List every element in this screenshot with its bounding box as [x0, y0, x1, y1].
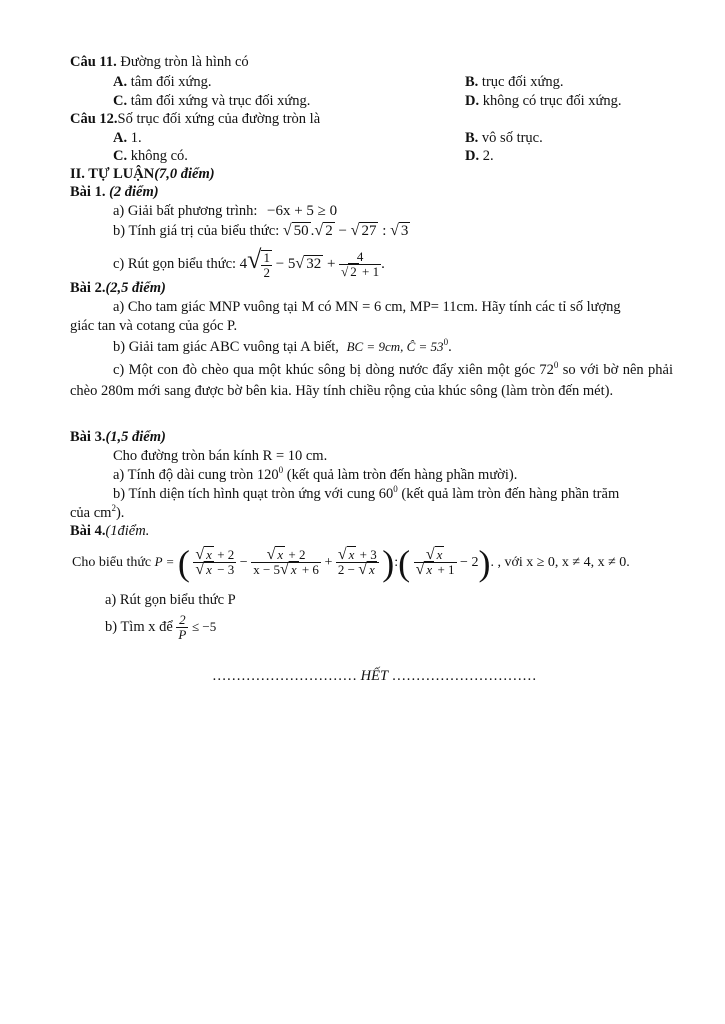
fraction-2: $\frac{√ x + 2}{x - 5√ x + 6}$ — [253, 546, 319, 579]
bai-2-heading — [70, 279, 166, 297]
question-12 — [70, 110, 320, 128]
condition-text: . , với x ≥ 0, x ≠ 4, x ≠ 0. — [490, 555, 630, 570]
option-label: D. — [465, 148, 480, 164]
option-text: không có. — [127, 148, 188, 164]
inequality-tail: ≤ −5 — [192, 619, 217, 634]
radicand: x — [206, 562, 212, 578]
radicand: 2 — [325, 223, 333, 239]
radicand: x — [368, 562, 375, 578]
fraction-denominator: P — [178, 627, 187, 643]
end-label: HẾT — [360, 668, 389, 684]
bai-title: Bài 1. — [70, 184, 106, 200]
degree-sup: 0 — [278, 465, 284, 475]
bai-points: (2 điểm) — [105, 184, 159, 200]
fraction-4: $\frac{√ x}{√ x + 1}$ — [415, 546, 455, 579]
dots: ………………………… — [212, 668, 357, 684]
bai-title: Bài 3. — [70, 429, 106, 445]
option-text: không có trục đối xứng. — [479, 93, 622, 109]
division-sign: : — [394, 555, 399, 570]
bai-3-heading — [70, 428, 166, 446]
bai-1-a — [113, 202, 337, 220]
q11-option-b — [465, 73, 563, 91]
question-11-title: Câu 11. — [70, 54, 117, 70]
item-text: b) Tính diện tích hình quạt tròn ứng với cung 60 — [113, 486, 394, 502]
degree-sup: 0 — [443, 337, 449, 347]
degree-sup: 0 — [553, 360, 559, 370]
bai-title: Bài 4. — [70, 523, 106, 539]
option-label: C. — [113, 93, 128, 109]
option-text: 2. — [479, 148, 494, 164]
end-marker — [212, 667, 537, 685]
punctuation: . — [448, 339, 452, 355]
fraction-numerator: 4 — [339, 250, 381, 265]
bai-points: (1,5 điểm) — [105, 429, 166, 445]
bai-4-heading — [70, 522, 149, 540]
item-text: a) Giải bất phương trình: — [113, 203, 258, 219]
fraction-numerator: 1 — [263, 249, 270, 265]
tail: + 2 — [213, 547, 235, 563]
exponent-sup: 2 — [111, 503, 116, 513]
minus-two: − 2 — [456, 555, 479, 570]
option-text: trục đối xứng. — [478, 74, 564, 90]
bai-1-heading — [70, 183, 159, 201]
item-text: c) Rút gọn biểu thức: — [113, 256, 237, 272]
option-label: C. — [113, 148, 128, 164]
item-text: so với bờ nên phải chèo 280m mới sang được bờ bên kia. Hãy tính chiều rộng của khúc sông (làm tròn đến mét). — [70, 362, 673, 399]
item-text: b) Giải tam giác ABC vuông tại A biết, — [113, 339, 339, 355]
tail: + 1 — [434, 562, 455, 578]
option-label: B. — [465, 130, 479, 146]
radicand: 32 — [306, 256, 322, 272]
option-label: A. — [113, 130, 128, 146]
question-11-text: Đường tròn là hình có — [116, 54, 249, 70]
item-text: của cm — [70, 505, 112, 521]
option-text: tâm đối xứng. — [127, 74, 212, 90]
section-2-heading — [70, 165, 215, 183]
option-text: 1. — [127, 130, 142, 146]
bai-3-b — [113, 485, 619, 503]
section-title: II. TỰ LUẬN — [70, 166, 155, 182]
bai-1-c — [113, 242, 385, 282]
question-12-text: Số trục đối xứng của đường tròn là — [117, 111, 321, 127]
bai-2-a-line2: giác tan và cotang của góc P. — [70, 318, 238, 334]
option-label: A. — [113, 74, 128, 90]
item-text: c) Một con đò chèo qua một khúc sông bị dòng nước đẩy xiên một góc 72 — [113, 362, 554, 378]
given-expression: BC = 9cm, Ĉ = 53 — [346, 339, 444, 354]
fraction-3: $\frac{√ x + 3}{2 - √ x}$ — [337, 546, 377, 579]
q12-option-b — [465, 129, 543, 147]
bai-2-c — [70, 360, 673, 402]
radicand: 3 — [400, 223, 409, 239]
bai-2-b — [113, 338, 452, 356]
item-text: a) Tính độ dài cung tròn 120 — [113, 467, 279, 483]
radicand: x — [206, 547, 212, 563]
sqrt-expression: √ 50 .√ 2 − √ 27 : √ 3 — [282, 222, 409, 239]
bai-title: Bài 2. — [70, 280, 106, 296]
radicand: 2 — [350, 264, 357, 280]
radicand: x — [277, 547, 284, 563]
radicand: 27 — [361, 223, 377, 239]
tail: + 2 — [285, 547, 306, 563]
option-label: D. — [465, 93, 480, 109]
q11-option-a — [113, 73, 212, 91]
option-label: B. — [465, 74, 479, 90]
coefficient: 5 — [287, 256, 296, 272]
q12-option-c — [113, 147, 188, 165]
bai-points: (1điểm. — [105, 523, 150, 539]
q11-option-c — [113, 92, 310, 110]
radicand: 50 — [293, 223, 309, 239]
fraction-2-over-p — [176, 613, 188, 642]
fraction-denominator-tail: + 1 — [358, 264, 380, 280]
degree-sup: 0 — [393, 484, 398, 494]
item-text: b) Tìm x để — [105, 619, 173, 635]
q11-option-d — [465, 92, 621, 110]
bai-3-a — [113, 466, 517, 484]
tail: + 6 — [298, 562, 319, 578]
q12-option-d — [465, 147, 494, 165]
section-points: (7,0 điểm) — [154, 166, 215, 182]
radicand: x — [426, 562, 433, 578]
radicand: x — [348, 547, 355, 563]
radicand: x — [290, 562, 297, 578]
tail: − 3 — [213, 562, 235, 578]
bai-3-b-line2 — [70, 504, 124, 522]
head: x − 5 — [253, 562, 281, 578]
bai-2-a-line1: a) Cho tam giác MNP vuông tại M có MN = 6 cm, MP= 11cm. Hãy tính các tỉ số lượng — [113, 299, 621, 315]
bai-4-expression: Cho biểu thức P = ( $\frac{√ x + 2}{√ x - 3}$ − $\frac{√ x + 2}{x - 5√ x + 6}$ + $\frac{√ x + 3}{2 - √ x}$ ):( $\frac{√ x}{√ x + 1}$ − 2). , với x ≥ 0, x ≠ 4, x ≠ 0. — [72, 542, 630, 583]
q12-option-a — [113, 129, 142, 147]
option-text: tâm đối xứng và trục đối xứng. — [127, 93, 311, 109]
question-12-title: Câu 12. — [70, 111, 118, 127]
radicand: x — [436, 547, 443, 563]
p-label: P = — [154, 554, 175, 569]
bai-3-intro: Cho đường tròn bán kính R = 10 cm. — [113, 448, 328, 464]
item-text: (kết quả làm tròn đến hàng phần trăm — [397, 486, 620, 502]
coefficient: 4 — [239, 256, 248, 272]
simplify-expression: 4√ $\frac{1}{2}$ − 5√ 32 + $\frac{4}{√ 2 + 1}$ . — [239, 245, 385, 280]
bai-4-a: a) Rút gọn biểu thức P — [105, 592, 236, 608]
fraction-1: $\frac{√ x + 2}{√ x - 3}$ — [195, 546, 235, 579]
fraction-denominator: 2 — [263, 264, 270, 280]
item-text: ). — [115, 505, 125, 521]
option-text: vô số trục. — [478, 130, 543, 146]
question-11 — [70, 53, 249, 71]
bai-4-b — [105, 610, 216, 644]
fraction-numerator: 2 — [176, 613, 188, 628]
bai-points: (2,5 điểm) — [105, 280, 166, 296]
item-text: (kết quả làm tròn đến hàng phần mười). — [283, 467, 518, 483]
item-text: Cho biểu thức — [72, 555, 152, 570]
dots: ………………………… — [391, 668, 537, 684]
bai-1-b — [113, 222, 410, 240]
tail: + 3 — [356, 547, 377, 563]
inequality-expression: −6x + 5 ≥ 0 — [267, 203, 338, 219]
head: 2 − — [337, 562, 359, 578]
item-text: b) Tính giá trị của biểu thức: — [113, 223, 280, 239]
